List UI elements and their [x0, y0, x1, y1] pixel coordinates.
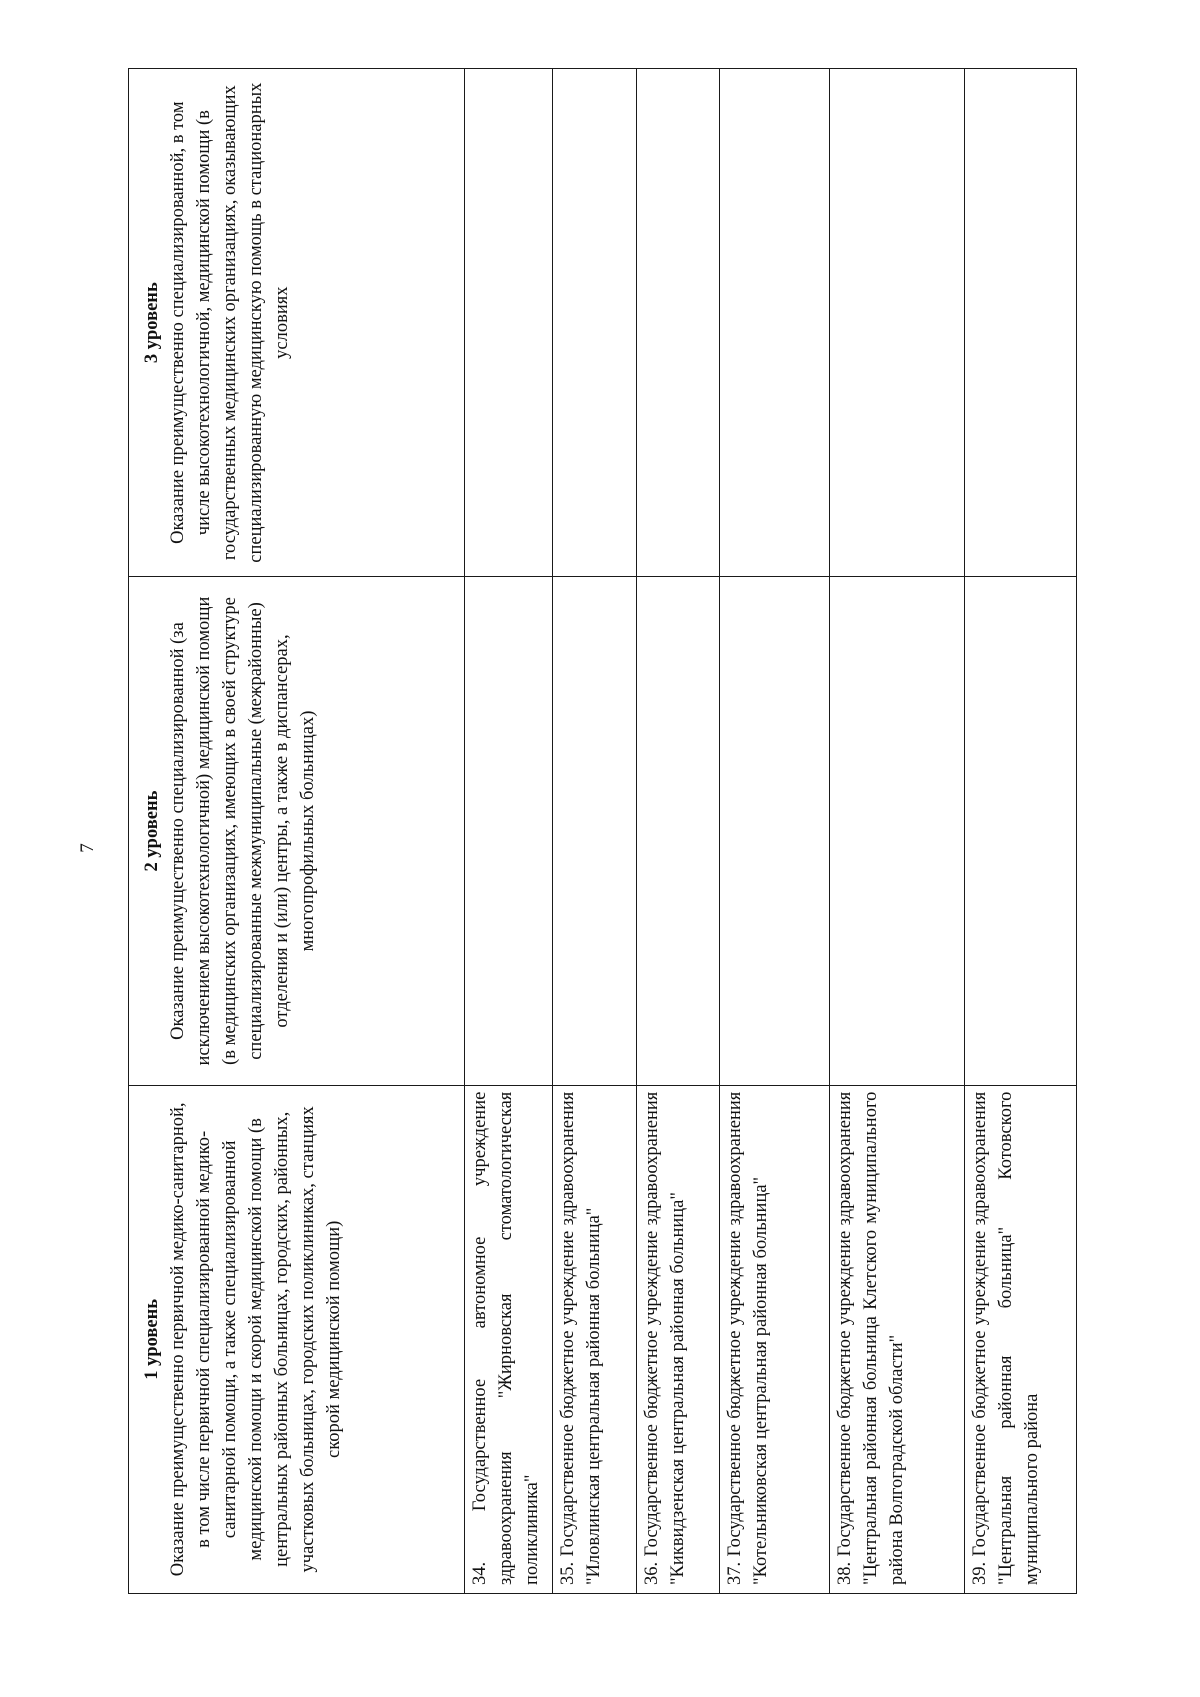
rotated-table-frame — [128, 68, 1042, 1594]
org-cell-level1: 38. Государственное бюджетное учреждение здравоохранения "Центральная районная больница Клетского муниципального района Волгоградской области" — [830, 1085, 965, 1593]
org-cell-level2 — [720, 577, 830, 1085]
org-cell-level2 — [965, 577, 1077, 1085]
table-header-row — [129, 69, 465, 1594]
org-cell-level1: 39. Государственное бюджетное учреждение здравоохранения "Центральная районная больница" Котовского муниципального района — [965, 1085, 1077, 1593]
header-level1-description: Оказание преимущественно первичной медико-санитарной, в том числе первичной специализированной медико-санитарной помощи, а также специализированной медицинской помощи и скорой медицинской помощи (в центральных районных больницах, городских, районных, участковых больницах, городских поликлиниках, станциях скорой медицинской помощи) — [168, 1102, 344, 1577]
table-row — [965, 69, 1077, 1594]
header-level2-cell — [129, 577, 465, 1085]
page-number: 7 — [77, 843, 98, 853]
header-level3-description: Оказание преимущественно специализированной, в том числе высокотехнологичной, медицинской помощи (в государственных медицинских организациях, оказывающих специализированную медицинскую помощь в стационарных условиях — [168, 82, 292, 563]
org-cell-level3 — [637, 69, 720, 577]
table-row — [553, 69, 637, 1594]
org-cell-level2 — [465, 577, 553, 1085]
org-cell-level3 — [830, 69, 965, 577]
header-level2-title: 2 уровень — [142, 790, 162, 872]
org-cell-level1: 34. Государственное автономное учреждение здравоохранения "Жирновская стоматологическая поликлиника" — [465, 1085, 553, 1593]
header-level1-title: 1 уровень — [142, 1298, 162, 1380]
table-row — [637, 69, 720, 1594]
medical-levels-table — [128, 68, 1077, 1594]
org-cell-level1: 35. Государственное бюджетное учреждение здравоохранения "Иловлинская центральная районная больница" — [553, 1085, 637, 1593]
org-cell-level2 — [553, 577, 637, 1085]
header-level2-description: Оказание преимущественно специализированной (за исключением высокотехнологичной) медицинской помощи (в медицинских организациях, имеющих в своей структуре специализированные межмуниципальные (межрайонные) отделения и (или) центры, а также в диспансерах, многопрофильных больницах) — [168, 596, 318, 1066]
org-cell-level1: 37. Государственное бюджетное учреждение здравоохранения "Котельниковская центральная районная больница" — [720, 1085, 830, 1593]
org-cell-level3 — [465, 69, 553, 577]
header-level1-cell — [129, 1085, 465, 1593]
header-level3-title: 3 уровень — [142, 282, 162, 364]
org-cell-level3 — [553, 69, 637, 577]
table-row — [720, 69, 830, 1594]
table-row — [830, 69, 965, 1594]
org-cell-level2 — [830, 577, 965, 1085]
table-row — [465, 69, 553, 1594]
header-level3-cell — [129, 69, 465, 577]
org-cell-level3 — [965, 69, 1077, 577]
org-cell-level3 — [720, 69, 830, 577]
org-cell-level1: 36. Государственное бюджетное учреждение здравоохранения "Киквидзенская центральная районная больница" — [637, 1085, 720, 1593]
org-cell-level2 — [637, 577, 720, 1085]
